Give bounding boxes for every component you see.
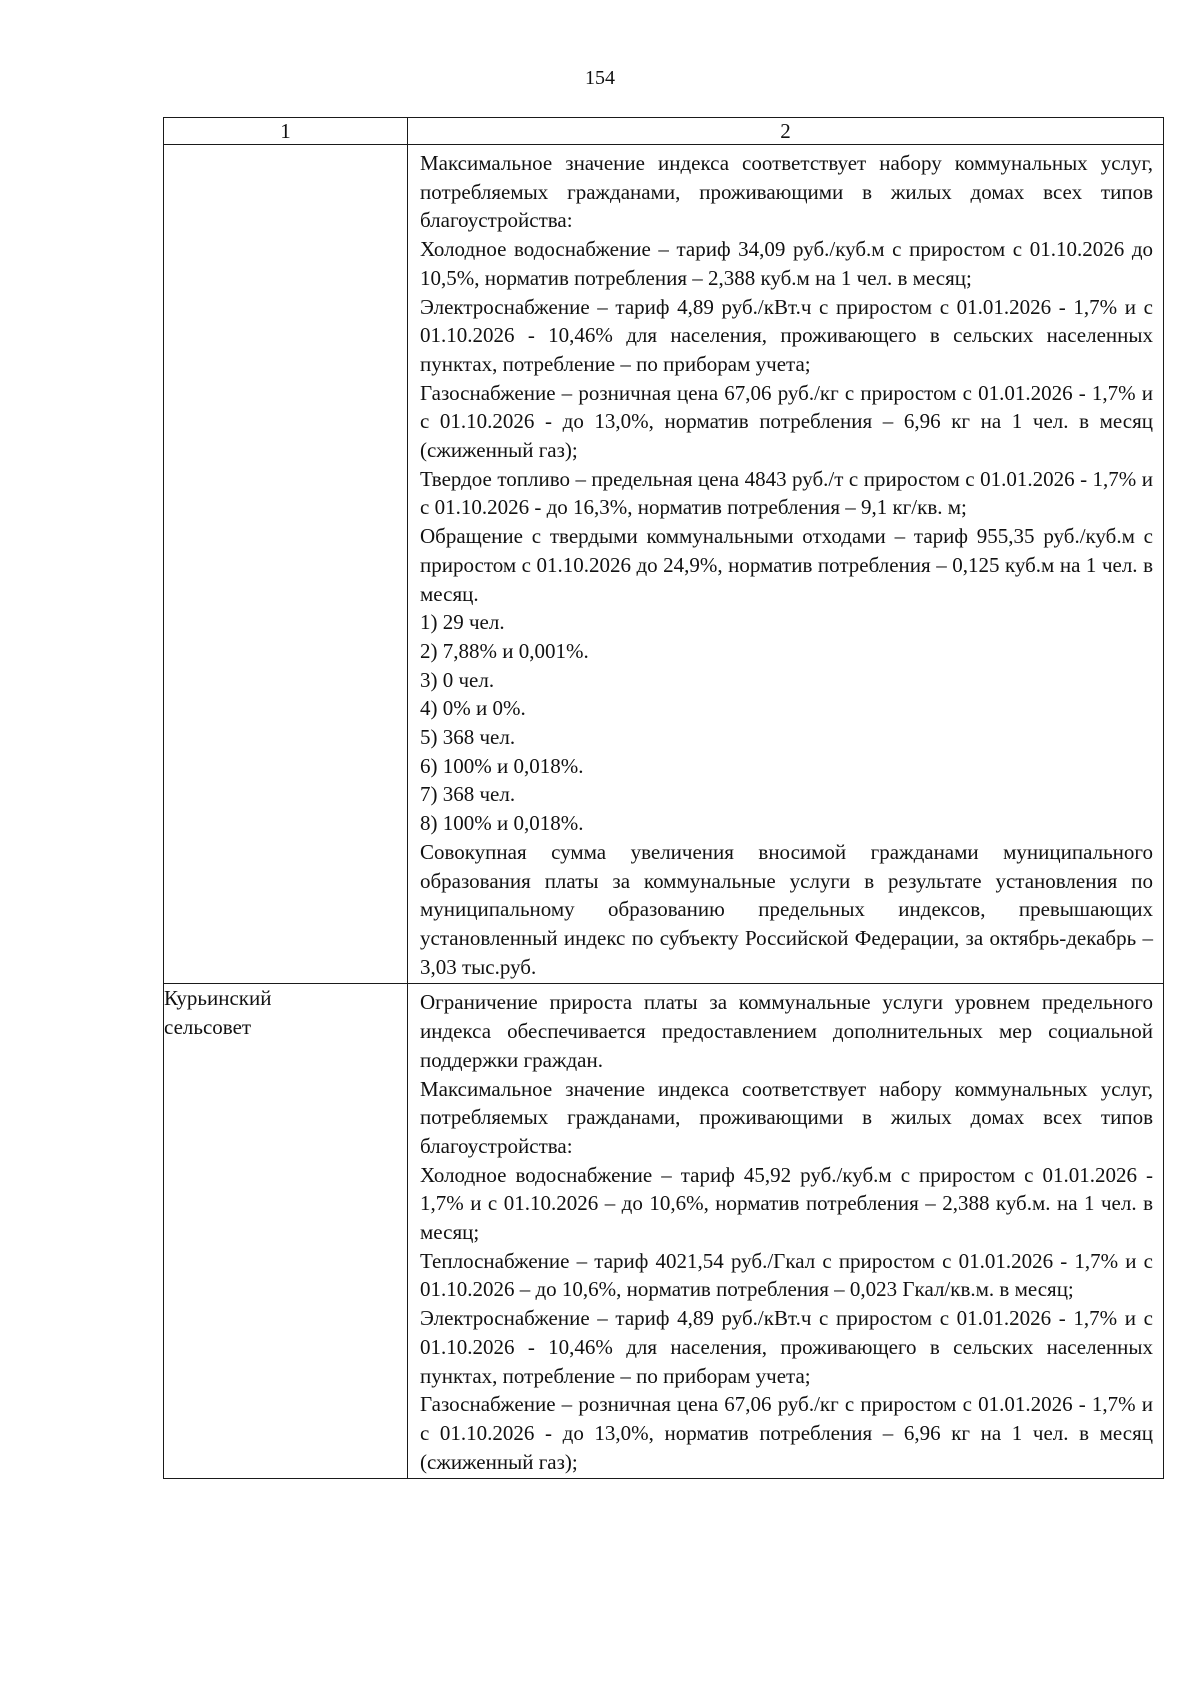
municipality-name-cell (164, 145, 408, 984)
paragraph: Газоснабжение – розничная цена 67,06 руб./кг с приростом с 01.01.2026 - 1,7% и с 01.10.2026 - до 13,0%, норматив потребления – 6,96 кг на 1 чел. в месяц (сжиженный газ); (420, 380, 1153, 463)
paragraph: Холодное водоснабжение – тариф 34,09 руб./куб.м с приростом с 01.10.2026 до 10,5%, норматив потребления – 2,388 куб.м на 1 чел. в месяц; (420, 237, 1153, 290)
paragraph: Максимальное значение индекса соответствует набору коммунальных услуг, потребляемых гражданами, проживающими в жилых домах всех типов благоустройства: (420, 151, 1153, 233)
table-header-row (164, 118, 1164, 145)
municipality-name-line: Курьинский (164, 986, 272, 1011)
description-text (408, 984, 1163, 1478)
list-item: 1) 29 чел. (420, 610, 505, 635)
list-item: 6) 100% и 0,018%. (420, 753, 584, 778)
municipality-name-line: сельсовет (164, 1015, 252, 1040)
paragraph: Электроснабжение – тариф 4,89 руб./кВт.ч с приростом с 01.01.2026 - 1,7% и с 01.10.2026 - 10,46% для населения, проживающего в сельских населенных пунктах, потребление – по приборам учета; (420, 1306, 1153, 1388)
paragraph: Электроснабжение – тариф 4,89 руб./кВт.ч с приростом с 01.01.2026 - 1,7% и с 01.10.2026 - 10,46% для населения, проживающего в сельских населенных пунктах, потребление – по приборам учета; (420, 294, 1153, 376)
list-item: 5) 368 чел. (420, 725, 516, 750)
header-cell-1: 1 (164, 118, 408, 145)
paragraph: Теплоснабжение – тариф 4021,54 руб./Гкал с приростом с 01.01.2026 - 1,7% и с 01.10.2026 – до 10,6%, норматив потребления – 0,023 Гкал/кв.м. в месяц; (420, 1248, 1153, 1302)
list-item: 8) 100% и 0,018%. (420, 811, 584, 836)
paragraph: Максимальное значение индекса соответствует набору коммунальных услуг, потребляемых гражданами, проживающими в жилых домах всех типов благоустройства: (420, 1076, 1153, 1158)
paragraph: Твердое топливо – предельная цена 4843 руб./т с приростом с 01.01.2026 - 1,7% и с 01.10.2026 - до 16,3%, норматив потребления – 9,1 кг/кв. м; (420, 466, 1153, 520)
description-text (408, 145, 1163, 983)
description-cell (408, 145, 1164, 984)
data-table (163, 117, 1164, 1479)
page-number: 154 (585, 67, 615, 89)
header-cell-2: 2 (408, 118, 1164, 145)
list-item: 7) 368 чел. (420, 782, 516, 807)
table-row (164, 145, 1164, 984)
list-item: 2) 7,88% и 0,001%. (420, 638, 589, 663)
paragraph: Обращение с твердыми коммунальными отходами – тариф 955,35 руб./куб.м с приростом с 01.10.2026 до 24,9%, норматив потребления – 0,125 куб.м на 1 чел. в месяц. (420, 524, 1153, 606)
list-item: 3) 0 чел. (420, 667, 495, 692)
paragraph: Холодное водоснабжение – тариф 45,92 руб./куб.м с приростом с 01.01.2026 - 1,7% и с 01.10.2026 – до 10,6%, норматив потребления – 2,388 куб.м. на 1 чел. в месяц; (420, 1162, 1153, 1245)
paragraph: Газоснабжение – розничная цена 67,06 руб./кг с приростом с 01.01.2026 - 1,7% и с 01.10.2026 - до 13,0%, норматив потребления – 6,96 кг на 1 чел. в месяц (сжиженный газ); (420, 1392, 1153, 1474)
paragraph: Совокупная сумма увеличения вносимой гражданами муниципального образования платы за коммунальные услуги в результате установления по муниципальному образованию предельных индексов, превышающих установленный индекс по субъекту Российской Федерации, за октябрь-декабрь – 3,03 тыс.руб. (420, 839, 1153, 979)
description-cell (408, 984, 1164, 1479)
table-row (164, 984, 1164, 1479)
paragraph: Ограничение прироста платы за коммунальные услуги уровнем предельного индекса обеспечивается предоставлением дополнительных мер социальной поддержки граждан. (420, 990, 1153, 1072)
list-item: 4) 0% и 0%. (420, 696, 526, 721)
municipality-name-cell (164, 984, 408, 1479)
